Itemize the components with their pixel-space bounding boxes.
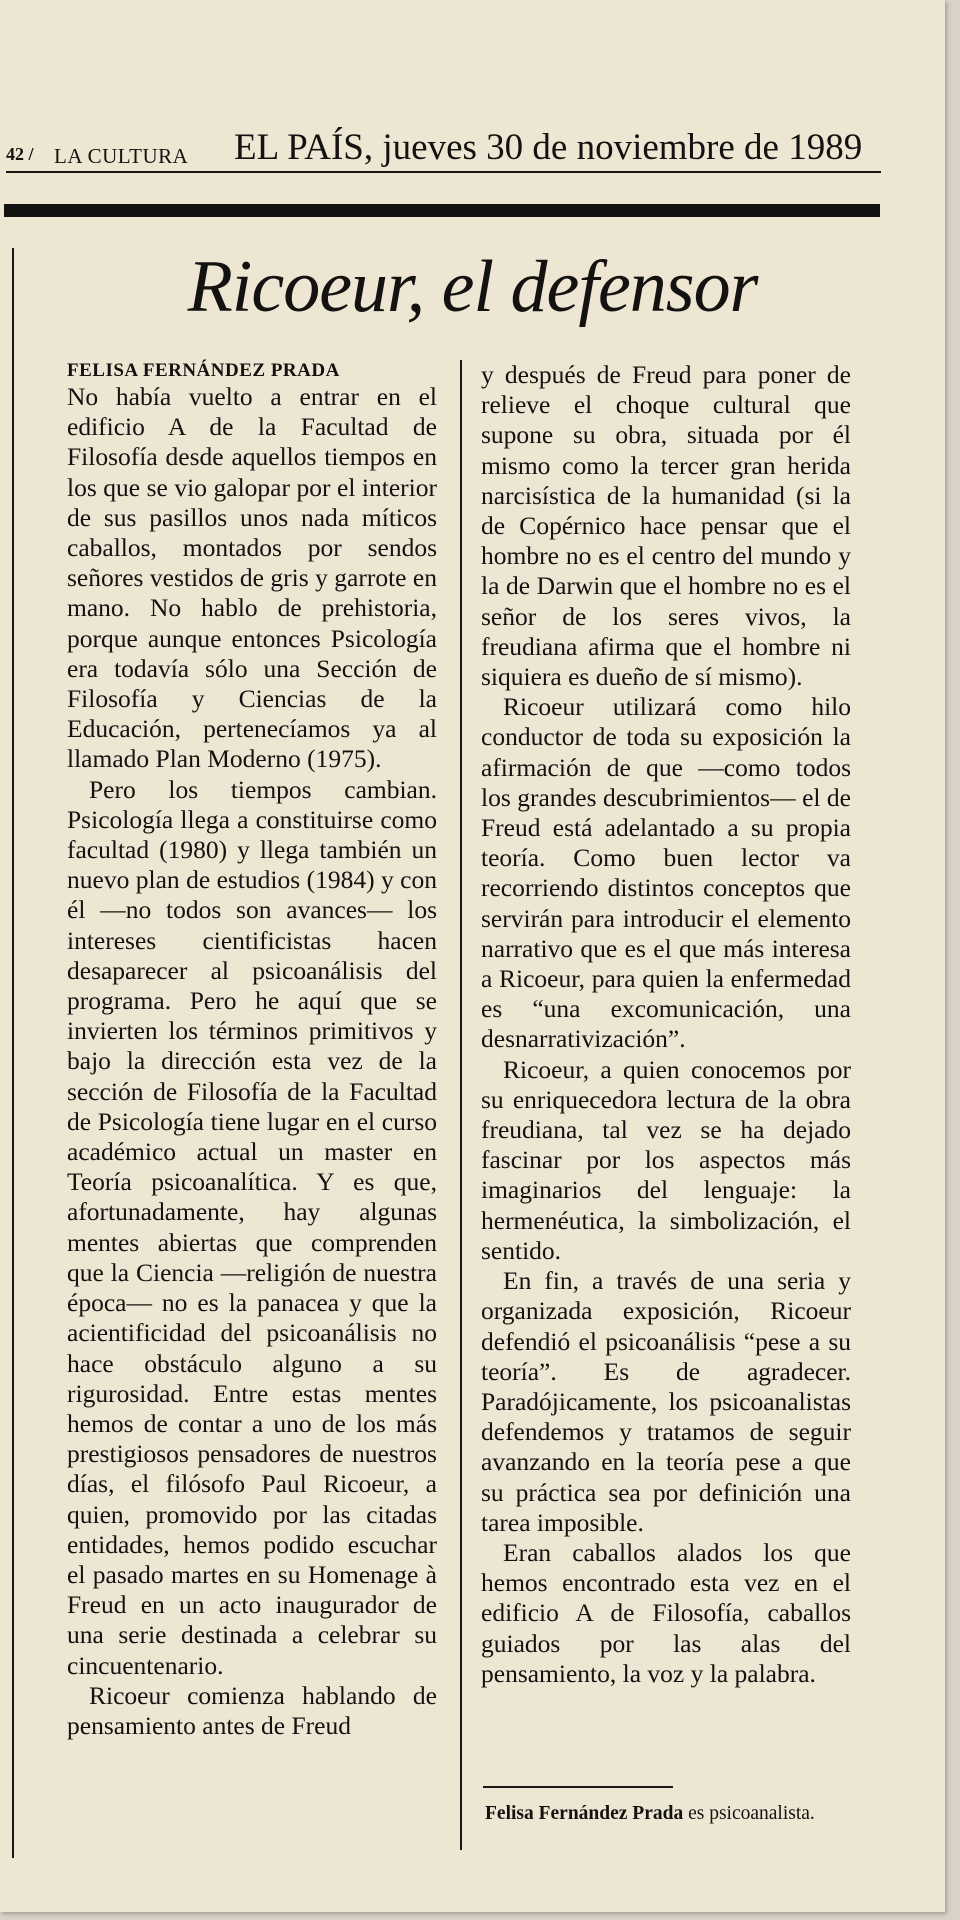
header-rule [6, 171, 881, 173]
heavy-rule [4, 204, 880, 217]
author-name: Felisa Fernández Prada [485, 1803, 684, 1824]
left-border-rule [12, 248, 14, 1858]
paragraph: Ricoeur utilizará como hilo conductor de toda su exposición la afirmación de que —como todos los grandes descubrimientos— el de Freud está adelantado a su propia teoría. Como buen lector va recorriendo distintos conceptos que servirán para introducir el elemento narrativo que es el que más interesa a Ricoeur, para quien la enfermedad es “una excomunicación, una desnarrativización”. [481, 692, 851, 1054]
paragraph: y después de Freud para poner de relieve el choque cultural que supone su obra, situada por él mismo como la tercer gran herida narcisística de la humanidad (si la de Copérnico hace pensar que el hombre no es el centro del mundo y la de Darwin que el hombre no es el señor de los seres vivos, la freudiana afirma que el hombre ni siquiera es dueño de sí mismo). [481, 360, 851, 692]
paragraph: Pero los tiempos cambian. Psicología llega a constituirse como facultad (1980) y llega también un nuevo plan de estudios (1984) y con él —no todos son avances— los intereses cientificistas hacen desaparecer al psicoanálisis del programa. Pero he aquí que se invierten los términos primitivos y bajo la dirección esta vez de la sección de Filosofía de la Facultad de Psicología tiene lugar en el curso académico actual un master en Teoría psicoanalítica. Y es que, afortunadamente, hay algunas mentes abiertas que comprenden que la Ciencia —religión de nuestra época— no es la panacea y que la acientificidad del psicoanálisis no hace obstáculo alguno a su rigurosidad. Entre estas mentes hemos de contar a uno de los más prestigiosos pensadores de nuestros días, el filósofo Paul Ricoeur, a quien, promovido por las citadas entidades, hemos podido escuchar el pasado martes en su Homenage à Freud en un acto inaugurador de una serie destinada a celebrar su cincuentenario. [67, 774, 437, 1680]
byline: FELISA FERNÁNDEZ PRADA [67, 360, 340, 381]
page-number: 42 / [6, 144, 34, 164]
article-column-right [481, 360, 851, 1689]
page-header [6, 126, 881, 170]
article-title: Ricoeur, el defensor [187, 246, 758, 328]
paragraph: Eran caballos alados los que hemos encontrado esta vez en el edificio A de Filosofía, caballos guiados por las alas del pensamiento, la voz y la palabra. [481, 1537, 851, 1688]
paragraph: Ricoeur comienza hablando de pensamiento antes de Freud [67, 1680, 437, 1740]
paragraph: Ricoeur, a quien conocemos por su enriquecedora lectura de la obra freudiana, tal vez se ha dejado fascinar por los aspectos más imaginarios del lenguaje: la hermenéutica, la simbolización, el sentido. [481, 1054, 851, 1265]
column-divider [460, 360, 462, 1850]
author-note-rule [483, 1786, 673, 1788]
newspaper-date: EL PAÍS, jueves 30 de noviembre de 1989 [234, 127, 863, 168]
paragraph: En fin, a través de una seria y organizada exposición, Ricoeur defendió el psicoanálisis “pese a su teoría”. Es de agradecer. Paradójicamente, los psicoanalistas defendemos y tratamos de seguir avanzando en la teoría pese a que su práctica sea por definición una tarea imposible. [481, 1266, 851, 1537]
paragraph: No había vuelto a entrar en el edificio A de la Facultad de Filosofía desde aquellos tiempos en los que se vio galopar por el interior de sus pasillos unos nada míticos caballos, montados por sendos señores vestidos de gris y garrote en mano. No hablo de prehistoria, porque aunque entonces Psicología era todavía sólo una Sección de Filosofía y Ciencias de la Educación, pertenecíamos ya al llamado Plan Moderno (1975). [67, 382, 437, 774]
section-name: LA CULTURA [54, 144, 189, 168]
article-column-left [67, 360, 437, 1741]
author-description: es psicoanalista. [688, 1803, 815, 1824]
author-note [485, 1800, 885, 1828]
